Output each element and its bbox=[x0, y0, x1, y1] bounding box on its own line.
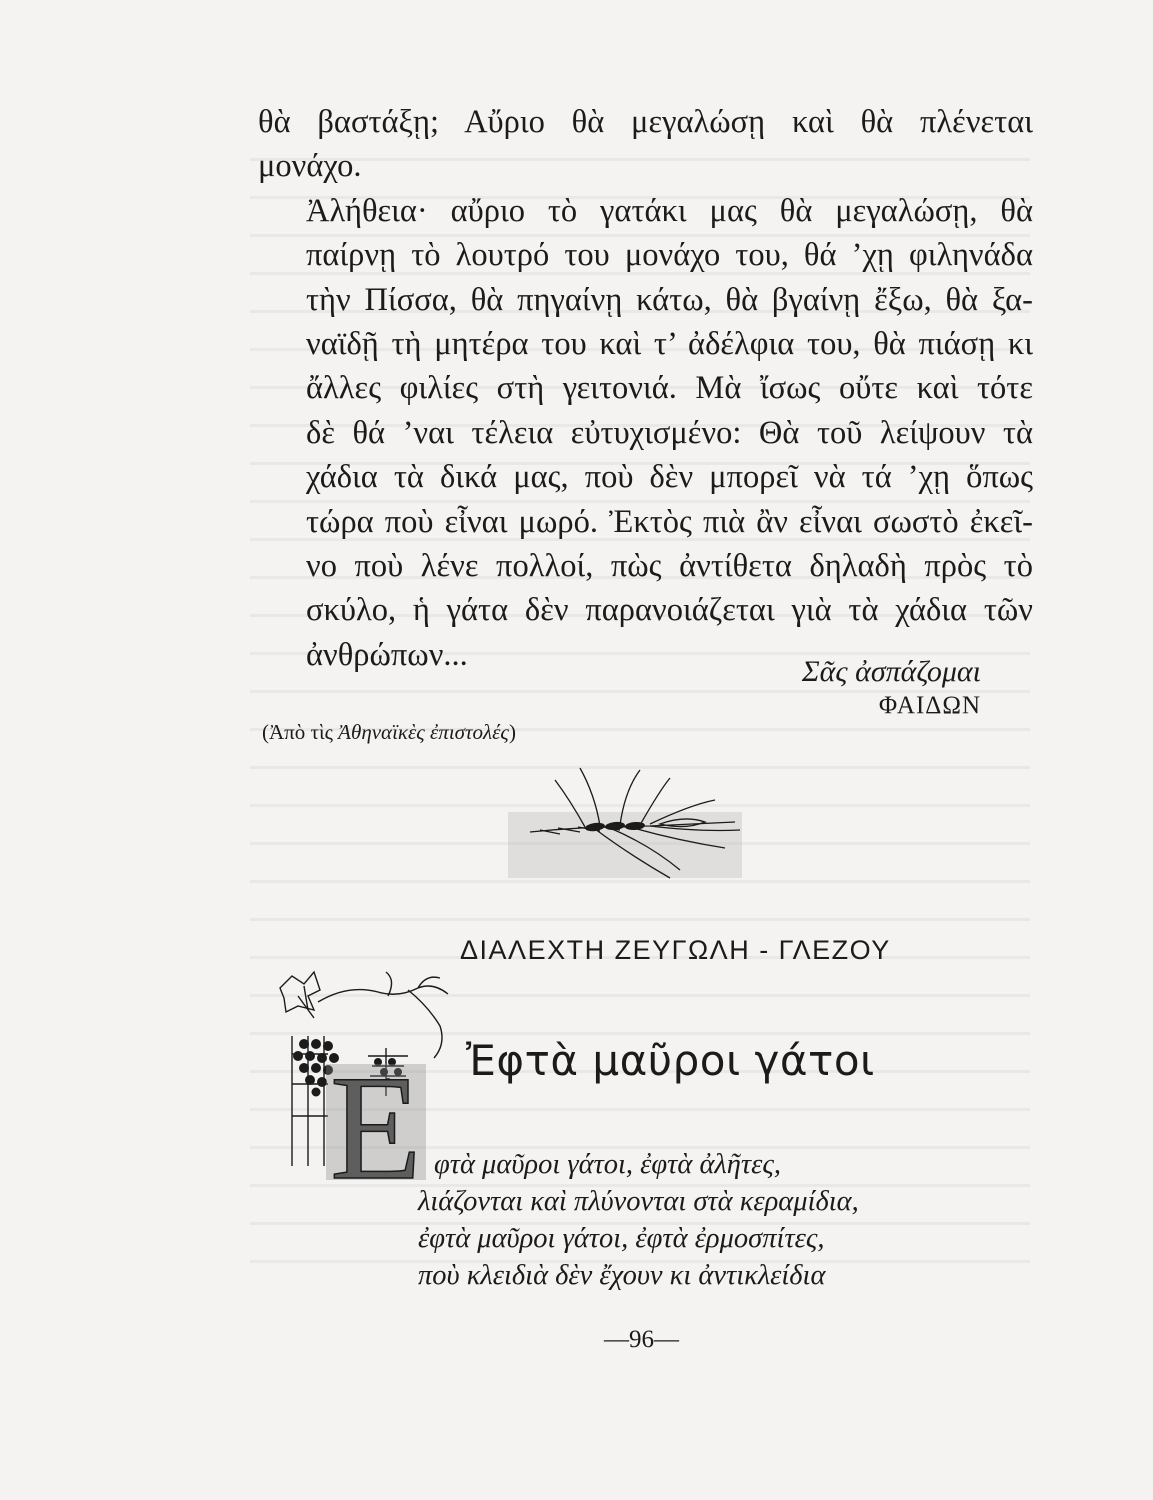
source-prefix: (Ἀπὸ τὶς bbox=[262, 720, 339, 744]
paragraph bbox=[258, 189, 1033, 677]
text-line: χάδια τὰ δικά μας, ποὺ δὲν μπορεῖ νὰ τά ’χῃ ὅπως bbox=[306, 459, 1033, 496]
drop-cap: Ε bbox=[330, 1045, 422, 1180]
poem-line: φτὰ μαῦροι γάτοι, ἐφτὰ ἀλῆτες, bbox=[434, 1149, 782, 1180]
text-line: μονάχο. bbox=[258, 148, 362, 185]
poem-title: Ἐφτὰ μαῦροι γάτοι bbox=[466, 1036, 875, 1085]
text-line: Ἀλήθεια· αὔριο τὸ γατάκι μας θὰ μεγαλώσῃ, θὰ bbox=[306, 192, 1033, 229]
wheat-ear-vignette bbox=[500, 760, 750, 885]
text-line: δὲ θά ’ναι τέλεια εὐτυχισμένο: Θὰ τοῦ λείψουν τὰ bbox=[306, 414, 1033, 451]
text-line: τὴν Πίσσα, θὰ πηγαίνῃ κάτω, θὰ βγαίνῃ ἔξω, θὰ ξα- bbox=[306, 281, 1033, 318]
paragraph bbox=[258, 100, 1033, 189]
text-line: παίρνῃ τὸ λουτρό του μονάχο του, θά ’χῃ φιληνάδα bbox=[306, 237, 1033, 274]
text-line: θὰ βαστάξῃ; Αὔριο θὰ μεγαλώσῃ καὶ θὰ πλένεται bbox=[258, 104, 1033, 140]
text-line: νο ποὺ λένε πολλοί, πὼς ἀντίθετα δηλαδὴ πρὸς τὸ bbox=[306, 548, 1033, 585]
poet-name: ΔΙΑΛΕΧΤΗ ΖΕΥΓΩΛΗ - ΓΛΕΖΟΥ bbox=[460, 935, 891, 965]
text-line: ἄλλες φιλίες στὴ γειτονιά. Μὰ ἴσως οὔτε καὶ τότε bbox=[306, 370, 1033, 407]
source-citation bbox=[262, 720, 516, 745]
source-suffix: ) bbox=[508, 720, 516, 744]
letter-signoff: Σᾶς ἀσπάζομαι bbox=[801, 655, 981, 688]
source-title: Ἀθηναϊκὲς ἐπιστολές bbox=[338, 720, 509, 744]
text-line: τώρα ποὺ εἶναι μωρό. Ἐκτὸς πιὰ ἂν εἶναι σωστὸ ἐκεῖ- bbox=[306, 503, 1033, 540]
text-line: ἀνθρώπων... bbox=[306, 636, 468, 673]
text-line: σκύλο, ἡ γάτα δὲν παρανοιάζεται γιὰ τὰ χάδια τῶν bbox=[306, 592, 1033, 629]
poem-line: ποὺ κλειδιὰ δὲν ἔχουν κι ἀντικλείδια bbox=[418, 1260, 826, 1291]
text-line: ναϊδῇ τὴ μητέρα του καὶ τ’ ἀδέλφια του, θὰ πιάσῃ κι bbox=[306, 326, 1033, 363]
poem-line: ἐφτὰ μαῦροι γάτοι, ἐφτὰ ἐρμοσπίτες, bbox=[418, 1223, 825, 1254]
poem-line: λιάζονται καὶ πλύνονται στὰ κεραμίδια, bbox=[418, 1186, 859, 1217]
letter-body bbox=[258, 100, 1033, 677]
page-number: —96— bbox=[604, 1326, 679, 1353]
author-name: ΦΑΙΔΩΝ bbox=[878, 692, 981, 719]
